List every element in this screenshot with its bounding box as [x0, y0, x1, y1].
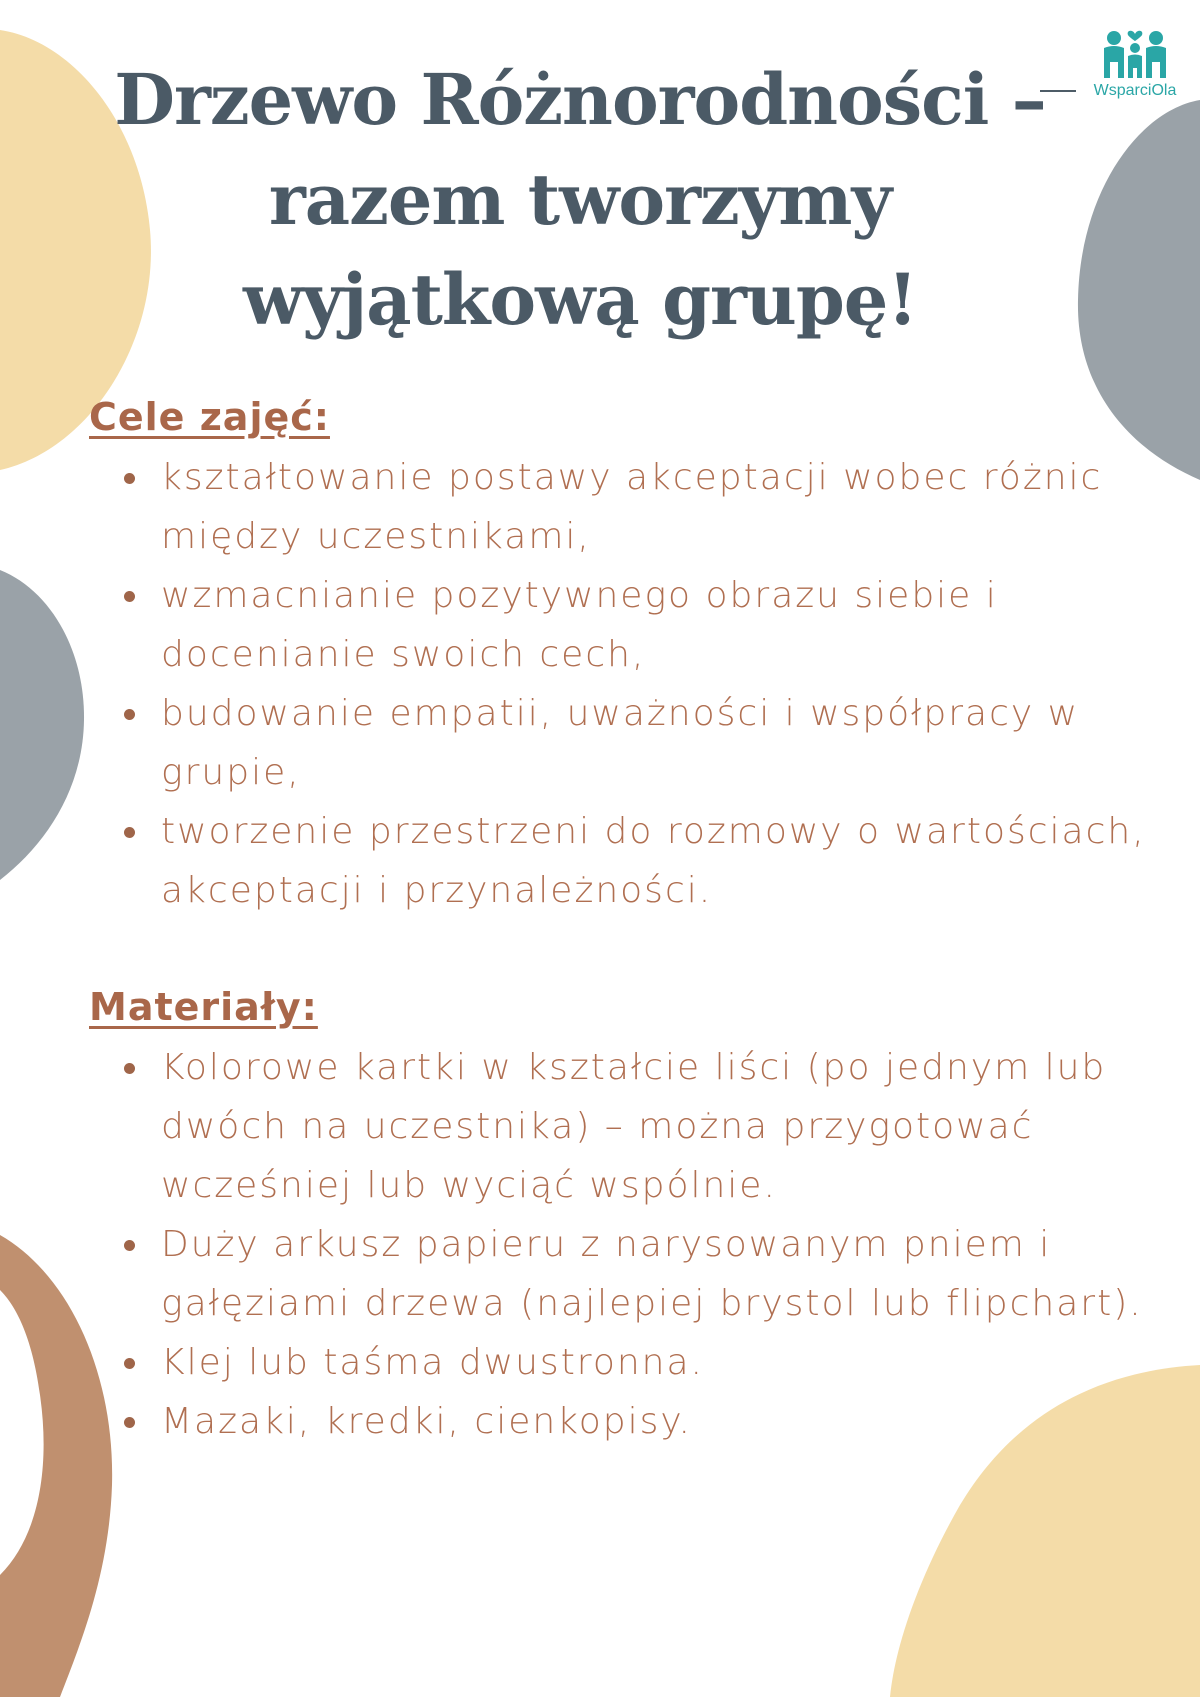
list-item: Mazaki, kredki, cienkopisy. — [118, 1392, 1178, 1451]
goals-list — [118, 448, 1178, 920]
list-item: budowanie empatii, uważności i współpracy w grupie, — [118, 684, 1178, 802]
list-item: wzmacnianie pozytywnego obrazu siebie i docenianie swoich cech, — [118, 566, 1178, 684]
bullet — [124, 1063, 135, 1074]
brand-name: WsparciOla — [1093, 82, 1177, 99]
list-item: Duży arkusz papieru z narysowanym pniem i gałęziami drzewa (najlepiej brystol lub flipchart). — [118, 1215, 1178, 1333]
brand-logo — [1085, 24, 1185, 114]
list-item: Klej lub taśma dwustronna. — [118, 1333, 1178, 1392]
bullet — [124, 1417, 135, 1428]
goals-heading: Cele zajęć: — [89, 395, 330, 439]
bullet — [124, 827, 135, 838]
bullet — [124, 709, 135, 720]
list-item: kształtowanie postawy akceptacji wobec różnic między uczestnikami, — [118, 448, 1178, 566]
bullet — [124, 1240, 135, 1251]
materials-heading: Materiały: — [89, 985, 318, 1029]
bullet — [124, 1358, 135, 1369]
people-heart-icon — [1100, 24, 1170, 80]
materials-list — [118, 1038, 1178, 1451]
decorative-blob-gray-left — [0, 570, 90, 880]
bullet — [124, 591, 135, 602]
bullet — [124, 473, 135, 484]
page-title: Drzewo Różnorodności – razem tworzymy wyjątkową grupę! — [114, 58, 1046, 341]
decorative-ring-brown-bottom-left — [0, 1235, 120, 1697]
list-item: tworzenie przestrzeni do rozmowy o wartościach, akceptacji i przynależności. — [118, 802, 1178, 920]
list-item: Kolorowe kartki w kształcie liści (po jednym lub dwóch na uczestnika) – można przygotować wcześniej lub wyciąć wspólnie. — [118, 1038, 1178, 1215]
